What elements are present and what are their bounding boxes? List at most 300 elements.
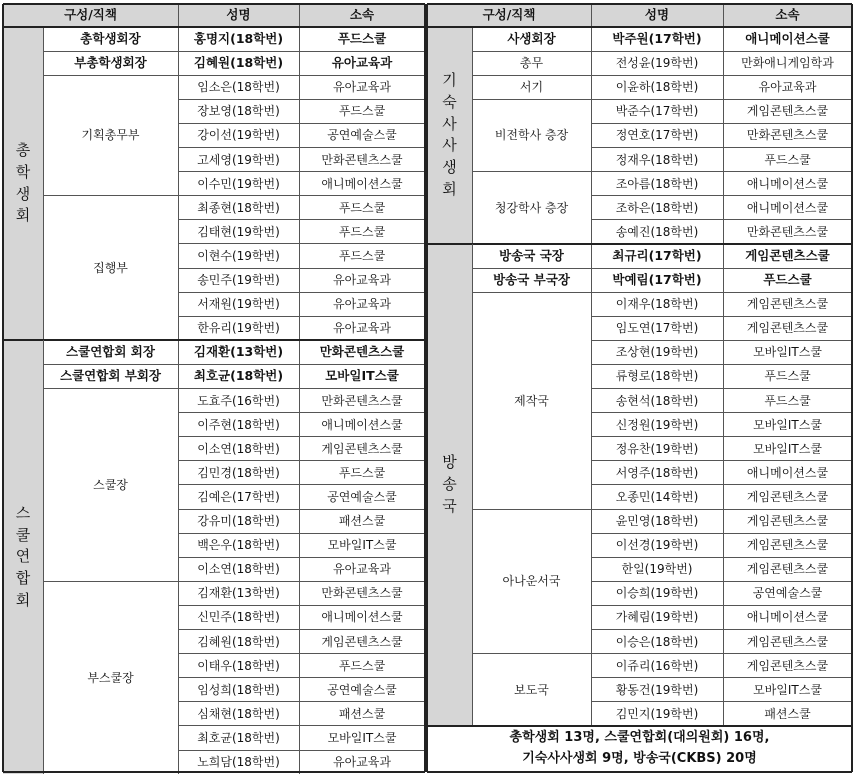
member-dept: 유아교육과 (333, 80, 391, 95)
grid-line (178, 629, 425, 630)
member-name: 김혜원(18학번) (197, 634, 280, 649)
section-label: 제작국 (514, 393, 549, 408)
grid-line (3, 3, 425, 5)
grid-line (723, 340, 724, 364)
section-label: 집행부 (93, 260, 128, 275)
grid-line (178, 147, 425, 148)
grid-line (723, 533, 724, 557)
grid-line (591, 51, 852, 52)
section-label: 기획총무부 (81, 128, 140, 143)
grid-line (3, 339, 425, 341)
member-dept: 게임콘텐츠스쿨 (746, 658, 829, 673)
grid-line (299, 509, 300, 533)
grid-line (2, 4, 4, 772)
member-dept: 공연예술스쿨 (327, 489, 397, 504)
grid-line (591, 4, 592, 27)
group-title-char: 사 (442, 114, 457, 133)
member-name: 강유미(18학번) (197, 514, 280, 529)
grid-line (299, 485, 300, 509)
grid-line (591, 123, 852, 124)
member-name: 이현수(19학번) (197, 248, 280, 263)
grid-line (472, 75, 591, 76)
grid-line (43, 340, 44, 774)
member-dept: 푸드스쿨 (338, 104, 386, 119)
member-dept: 만화애니게임학과 (741, 56, 834, 71)
grid-line (178, 750, 425, 751)
member-dept: 애니메이션스쿨 (746, 200, 829, 215)
grid-line (723, 364, 724, 388)
grid-line (591, 292, 852, 293)
group-title-char: 총 (15, 141, 31, 160)
grid-line (723, 75, 724, 99)
grid-line (178, 701, 425, 702)
grid-line (299, 437, 300, 461)
member-dept: 공연예술스쿨 (327, 682, 397, 697)
grid-line (591, 99, 592, 171)
grid-line (591, 27, 592, 51)
grid-line (591, 268, 592, 292)
grid-line (591, 171, 852, 172)
grid-line (299, 726, 300, 750)
grid-line (591, 75, 592, 99)
member-name: 김예은(17학번) (197, 489, 280, 504)
member-name: 신정원(19학번) (615, 417, 699, 432)
grid-line (591, 460, 852, 461)
grid-line (299, 605, 300, 629)
member-name: 노희담(18학번) (197, 755, 280, 770)
grid-line (723, 148, 724, 172)
section-label: 총무 (519, 56, 544, 71)
grid-line (723, 4, 724, 27)
officer-name: 홍명지(18학번) (193, 30, 284, 46)
member-dept: 유아교육과 (333, 297, 391, 312)
grid-line (723, 678, 724, 702)
group-title-char: 학 (15, 162, 31, 181)
grid-line (299, 389, 300, 413)
member-dept: 게임콘텐츠스쿨 (746, 538, 829, 553)
member-dept: 게임콘텐츠스쿨 (746, 104, 829, 119)
member-name: 조하은(18학번) (615, 200, 699, 215)
member-name: 이수민(19학번) (197, 176, 280, 191)
group-title (3, 340, 43, 774)
grid-line (178, 27, 179, 51)
member-dept: 애니메이션스쿨 (321, 176, 403, 191)
member-name: 장보영(18학번) (197, 104, 280, 119)
member-dept: 게임콘텐츠스쿨 (746, 562, 829, 577)
grid-line (178, 316, 425, 317)
header-role: 구성/직책 (3, 4, 178, 27)
grid-line (299, 316, 300, 340)
member-dept: 게임콘텐츠스쿨 (746, 489, 829, 504)
member-name: 김재환(13학번) (197, 586, 280, 601)
member-dept: 푸드스쿨 (338, 248, 386, 263)
member-name: 고세영(19학번) (197, 152, 280, 167)
grid-line (591, 75, 852, 76)
grid-line (43, 388, 178, 389)
member-dept: 만화콘텐츠스쿨 (321, 152, 403, 167)
grid-line (472, 27, 473, 244)
grid-line (299, 75, 300, 99)
grid-line (591, 509, 592, 654)
member-dept: 모바일IT스쿨 (753, 682, 822, 697)
grid-line (299, 461, 300, 485)
member-dept: 모바일IT스쿨 (753, 441, 822, 456)
member-dept: 푸드스쿨 (338, 200, 386, 215)
member-name: 송현석(18학번) (615, 393, 699, 408)
grid-line (591, 605, 852, 606)
grid-line (299, 27, 300, 51)
grid-line (472, 51, 591, 52)
grid-line (3, 26, 425, 28)
member-name: 이승은(18학번) (615, 634, 699, 649)
member-dept: 애니메이션스쿨 (321, 610, 403, 625)
grid-line (723, 99, 724, 123)
grid-line (591, 147, 852, 148)
grid-line (178, 75, 425, 76)
member-dept: 게임콘텐츠스쿨 (746, 634, 829, 649)
grid-line (472, 99, 591, 100)
grid-line (723, 244, 724, 268)
member-name: 오종민(14학번) (615, 489, 699, 504)
member-dept: 게임콘텐츠스쿨 (746, 514, 829, 529)
member-name: 임도연(17학번) (615, 321, 699, 336)
officer-role: 부총학생회장 (74, 54, 147, 70)
grid-line (178, 605, 425, 606)
grid-line (591, 533, 852, 534)
member-name: 정유찬(19학번) (615, 441, 699, 456)
member-name: 황동건(19학번) (615, 682, 699, 697)
grid-line (591, 677, 852, 678)
member-name: 이선경(19학번) (615, 538, 699, 553)
grid-line (178, 509, 425, 510)
grid-line (472, 244, 473, 726)
grid-line (723, 630, 724, 654)
group-title-char: 기 (442, 71, 457, 90)
member-name: 이소연(18학번) (197, 441, 280, 456)
group-title-char: 회 (15, 206, 31, 225)
grid-line (591, 316, 852, 317)
member-name: 송민주(19학번) (197, 273, 280, 288)
member-dept: 만화콘텐츠스쿨 (746, 224, 829, 239)
grid-line (299, 364, 300, 388)
group-title (3, 27, 43, 340)
section-label: 서기 (519, 80, 544, 95)
grid-line (723, 27, 724, 51)
summary-line: 기숙사사생회 9명, 방송국(CKBS) 20명 (522, 750, 757, 766)
grid-line (43, 27, 44, 340)
group-title-char: 생 (15, 184, 31, 203)
group-title (427, 27, 472, 244)
grid-line (591, 388, 852, 389)
grid-line (591, 219, 852, 220)
grid-line (723, 702, 724, 726)
grid-line (591, 292, 592, 509)
grid-line (43, 195, 178, 196)
grid-line (299, 4, 300, 27)
member-name: 김태현(19학번) (197, 224, 280, 239)
grid-line (472, 171, 591, 172)
officer-role: 방송국 부국장 (493, 271, 570, 287)
member-dept: 게임콘텐츠스쿨 (321, 634, 403, 649)
member-name: 박준수(17학번) (615, 104, 699, 119)
grid-line (299, 413, 300, 437)
member-name: 도효주(16학번) (197, 393, 280, 408)
officer-name: 김혜원(18학번) (193, 54, 284, 70)
grid-line (591, 654, 592, 726)
member-dept: 만화콘텐츠스쿨 (321, 393, 403, 408)
section-label: 보도국 (514, 682, 549, 697)
member-name: 강이선(19학번) (197, 128, 280, 143)
grid-line (723, 268, 724, 292)
member-name: 조상현(19학번) (615, 345, 699, 360)
member-dept: 모바일IT스쿨 (327, 538, 397, 553)
member-name: 한유리(19학번) (197, 321, 280, 336)
member-dept: 푸드스쿨 (338, 658, 386, 673)
member-dept: 공연예술스쿨 (327, 128, 397, 143)
member-name: 임성희(18학번) (197, 682, 280, 697)
grid-line (723, 581, 724, 605)
grid-line (723, 413, 724, 437)
grid-line (3, 771, 425, 773)
grid-line (178, 388, 425, 389)
officer-dept: 푸드스쿨 (763, 271, 812, 287)
member-name: 임소은(18학번) (197, 80, 280, 95)
grid-line (299, 630, 300, 654)
member-dept: 유아교육과 (333, 562, 391, 577)
officer-dept: 만화콘텐츠스쿨 (319, 344, 405, 360)
grid-line (178, 123, 425, 124)
member-dept: 푸드스쿨 (338, 465, 386, 480)
officer-dept: 푸드스쿨 (337, 30, 387, 46)
grid-line (178, 219, 425, 220)
grid-line (427, 3, 852, 5)
member-dept: 공연예술스쿨 (752, 586, 823, 601)
grid-line (427, 725, 852, 727)
group-title-char: 생 (442, 158, 457, 177)
grid-line (178, 171, 425, 172)
member-name: 신민주(18학번) (197, 610, 280, 625)
grid-line (723, 605, 724, 629)
grid-line (427, 771, 852, 773)
grid-line (299, 557, 300, 581)
officer-role: 스쿨연합회 부회장 (60, 368, 161, 384)
grid-line (178, 557, 425, 558)
summary-box (427, 726, 852, 772)
grid-line (591, 364, 852, 365)
officer-name: 최호균(18학번) (193, 368, 284, 384)
grid-line (723, 389, 724, 413)
grid-line (43, 75, 178, 76)
grid-line (299, 533, 300, 557)
member-name: 이쥬리(16학번) (615, 658, 699, 673)
section-label: 청강학사 층장 (494, 200, 569, 215)
officer-name: 최규리(17학번) (612, 247, 702, 263)
grid-line (299, 702, 300, 726)
member-dept: 게임콘텐츠스쿨 (746, 321, 829, 336)
grid-line (591, 484, 852, 485)
grid-line (178, 195, 425, 196)
grid-line (178, 581, 179, 774)
grid-line (723, 654, 724, 678)
grid-line (299, 123, 300, 147)
officer-dept: 애니메이션스쿨 (745, 30, 830, 46)
member-name: 서재원(19학번) (197, 297, 280, 312)
group-title-char: 쿨 (15, 525, 31, 544)
member-dept: 푸드스쿨 (764, 152, 811, 167)
grid-line (178, 653, 425, 654)
section-label: 비전학사 층장 (494, 128, 569, 143)
grid-line (178, 412, 425, 413)
member-name: 최종현(18학번) (197, 200, 280, 215)
grid-line (427, 26, 852, 28)
grid-line (178, 533, 425, 534)
grid-line (178, 99, 425, 100)
member-dept: 푸드스쿨 (338, 224, 386, 239)
officer-role: 사생회장 (507, 30, 556, 46)
grid-line (591, 99, 852, 100)
officer-name: 박주원(17학번) (612, 30, 702, 46)
grid-line (723, 437, 724, 461)
group-title-char: 스 (15, 503, 31, 522)
grid-line (178, 51, 179, 75)
member-name: 조아름(18학번) (615, 176, 699, 191)
member-name: 김민경(18학번) (197, 465, 280, 480)
member-name: 심채현(18학번) (197, 706, 280, 721)
member-dept: 유아교육과 (758, 80, 817, 95)
member-dept: 푸드스쿨 (764, 369, 811, 384)
grid-line (299, 99, 300, 123)
grid-line (299, 292, 300, 316)
grid-line (299, 172, 300, 196)
grid-line (591, 195, 852, 196)
member-dept: 만화콘텐츠스쿨 (321, 586, 403, 601)
grid-line (43, 581, 178, 582)
grid-line (591, 629, 852, 630)
grid-line (178, 460, 425, 461)
group-title-char: 사 (442, 136, 457, 155)
group-title (427, 244, 472, 726)
grid-line (723, 220, 724, 244)
grid-line (591, 172, 592, 244)
grid-line (591, 653, 852, 654)
member-dept: 모바일IT스쿨 (753, 345, 822, 360)
member-name: 이승희(19학번) (615, 586, 699, 601)
member-dept: 만화콘텐츠스쿨 (746, 128, 829, 143)
member-name: 송예진(18학번) (615, 224, 699, 239)
member-dept: 게임콘텐츠스쿨 (746, 297, 829, 312)
grid-line (591, 509, 852, 510)
member-name: 윤민영(18학번) (615, 514, 699, 529)
grid-line (178, 581, 425, 582)
grid-line (178, 364, 179, 388)
grid-line (723, 196, 724, 220)
member-dept: 푸드스쿨 (764, 393, 811, 408)
grid-line (178, 725, 425, 726)
member-name: 서영주(18학번) (615, 465, 699, 480)
member-dept: 패션스쿨 (338, 514, 386, 529)
grid-line (723, 292, 724, 316)
group-title-char: 연 (15, 547, 31, 566)
member-name: 최호균(18학번) (197, 730, 280, 745)
grid-line (178, 340, 179, 364)
grid-line (178, 677, 425, 678)
header-name: 성명 (591, 4, 723, 27)
member-name: 이윤하(18학번) (615, 80, 699, 95)
grid-line (472, 268, 852, 269)
member-dept: 모바일IT스쿨 (753, 417, 822, 432)
grid-line (43, 51, 425, 52)
grid-line (591, 51, 592, 75)
member-name: 이재우(18학번) (615, 297, 699, 312)
member-dept: 애니메이션스쿨 (746, 176, 829, 191)
grid-line (723, 557, 724, 581)
group-title-char: 회 (15, 590, 31, 609)
grid-line (178, 292, 425, 293)
officer-role: 방송국 국장 (499, 247, 564, 263)
grid-line (178, 268, 425, 269)
officer-role: 총학생회장 (80, 30, 141, 46)
grid-line (591, 557, 852, 558)
officer-role: 스쿨연합회 회장 (66, 344, 155, 360)
member-name: 정연호(17학번) (615, 128, 699, 143)
member-name: 전성윤(19학번) (615, 56, 699, 71)
member-name: 김민지(19학번) (615, 706, 699, 721)
grid-line (178, 243, 425, 244)
header-dept: 소속 (299, 4, 425, 27)
header-role: 구성/직책 (427, 4, 591, 27)
grid-line (299, 220, 300, 244)
grid-line (591, 412, 852, 413)
member-name: 가혜림(19학번) (615, 610, 699, 625)
header-name: 성명 (178, 4, 299, 27)
grid-line (723, 509, 724, 533)
grid-line (723, 316, 724, 340)
grid-line (723, 485, 724, 509)
member-dept: 애니메이션스쿨 (746, 465, 829, 480)
grid-line (426, 4, 428, 772)
grid-line (178, 4, 179, 27)
member-name: 정재우(18학번) (615, 152, 699, 167)
grid-line (178, 484, 425, 485)
group-title-char: 합 (15, 569, 31, 588)
group-title-char: 숙 (442, 92, 457, 111)
grid-line (723, 172, 724, 196)
grid-line (851, 4, 853, 772)
member-dept: 애니메이션스쿨 (746, 610, 829, 625)
member-name: 이태우(18학번) (197, 658, 280, 673)
summary-line: 총학생회 13명, 스쿨연합회(대의원회) 16명, (509, 730, 770, 746)
grid-line (591, 701, 852, 702)
grid-line (427, 243, 852, 245)
member-dept: 모바일IT스쿨 (327, 730, 397, 745)
grid-line (591, 340, 852, 341)
grid-line (472, 653, 591, 654)
grid-line (299, 148, 300, 172)
grid-line (723, 51, 724, 75)
grid-line (591, 244, 592, 268)
group-title-char: 회 (442, 179, 457, 198)
member-dept: 게임콘텐츠스쿨 (321, 441, 403, 456)
member-dept: 유아교육과 (333, 273, 391, 288)
grid-line (299, 268, 300, 292)
grid-line (178, 389, 179, 582)
officer-dept: 유아교육과 (331, 54, 393, 70)
section-label: 부스쿨장 (87, 670, 134, 685)
grid-line (299, 244, 300, 268)
member-dept: 유아교육과 (333, 755, 391, 770)
grid-line (472, 509, 591, 510)
member-dept: 패션스쿨 (764, 706, 811, 721)
